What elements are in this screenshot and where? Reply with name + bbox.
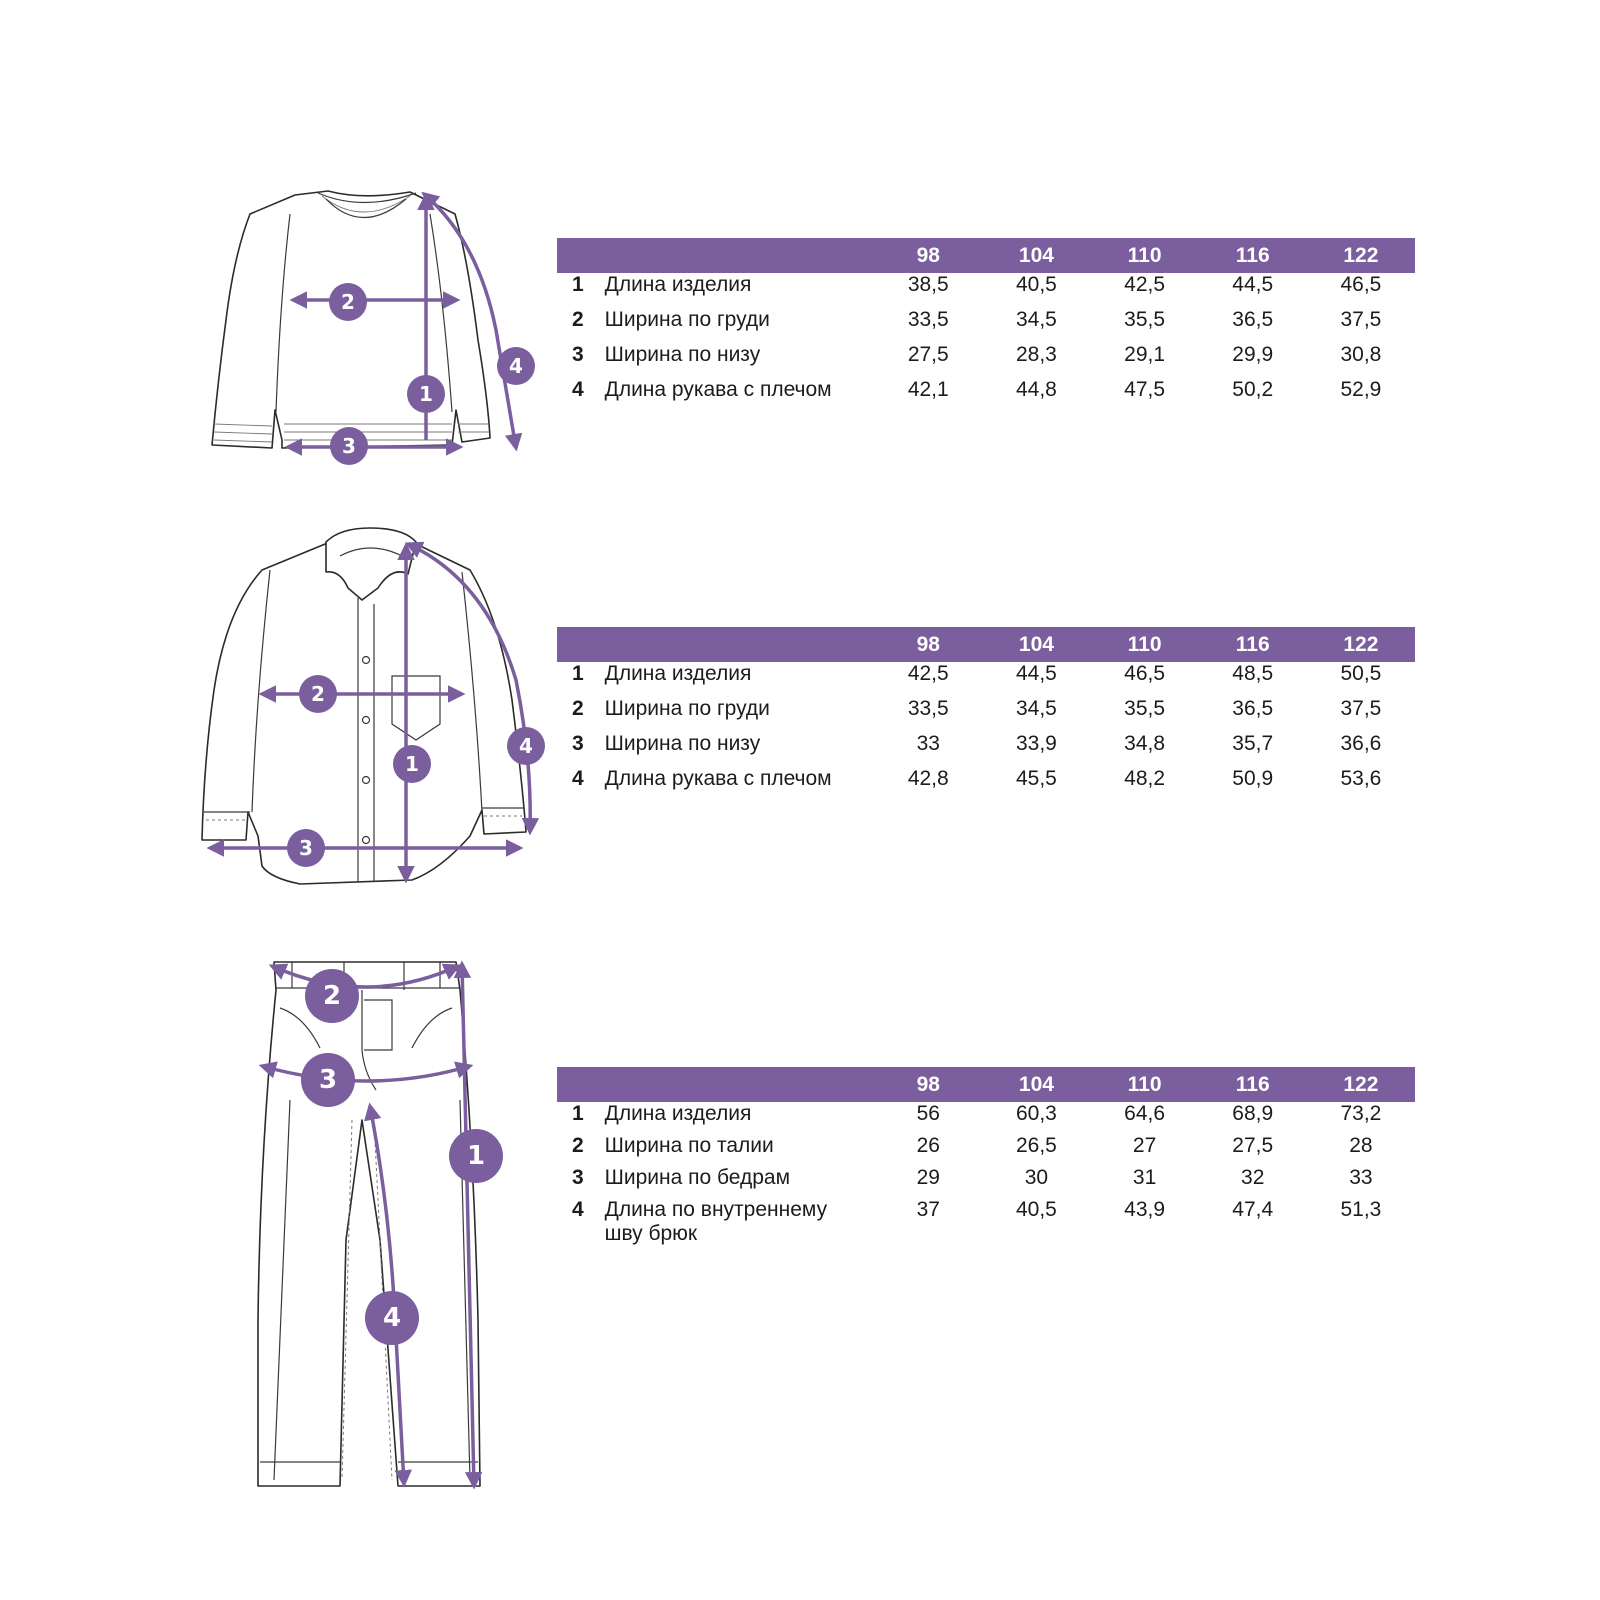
row-label: Ширина по талии xyxy=(604,1134,774,1157)
row-number: 4 xyxy=(571,1198,584,1221)
cell-value: 68,9 xyxy=(1232,1102,1274,1125)
size-header: 98 xyxy=(916,1072,940,1096)
cell-value: 30 xyxy=(1024,1166,1049,1189)
size-header: 110 xyxy=(1127,243,1162,267)
cell-value: 44,8 xyxy=(1015,378,1057,401)
svg-text:3: 3 xyxy=(299,836,313,860)
cell-value: 26 xyxy=(916,1134,940,1157)
size-header: 116 xyxy=(1235,632,1270,656)
row-number: 2 xyxy=(571,697,584,720)
size-header: 104 xyxy=(1018,243,1054,267)
svg-text:2: 2 xyxy=(341,290,355,314)
size-header: 110 xyxy=(1127,1072,1162,1096)
cell-value: 43,9 xyxy=(1124,1198,1166,1221)
svg-text:2: 2 xyxy=(322,981,342,1011)
size-header: 122 xyxy=(1343,632,1379,656)
row-label: Длина изделия xyxy=(604,273,752,296)
cell-value: 36,5 xyxy=(1232,308,1274,331)
table-row xyxy=(557,1166,1415,1198)
size-header: 116 xyxy=(1235,243,1270,267)
cell-value: 35,5 xyxy=(1124,308,1166,331)
cell-value: 37,5 xyxy=(1340,697,1382,720)
row-label: Ширина по низу xyxy=(604,732,761,755)
svg-text:4: 4 xyxy=(382,1303,402,1333)
cell-value: 34,5 xyxy=(1015,697,1057,720)
cell-value: 31 xyxy=(1132,1166,1157,1189)
cell-value: 27 xyxy=(1132,1134,1157,1157)
cell-value: 42,1 xyxy=(907,378,949,401)
svg-text:4: 4 xyxy=(519,734,533,758)
size-header-row xyxy=(557,627,1415,662)
svg-text:3: 3 xyxy=(318,1065,338,1095)
size-header: 122 xyxy=(1343,243,1379,267)
cell-value: 35,7 xyxy=(1232,732,1274,755)
size-header-row xyxy=(557,238,1415,273)
cell-value: 60,3 xyxy=(1015,1102,1057,1125)
cell-value: 30,8 xyxy=(1340,343,1382,366)
svg-text:2: 2 xyxy=(311,682,325,706)
table-row xyxy=(557,343,1415,378)
row-number: 4 xyxy=(571,767,584,790)
size-header: 110 xyxy=(1127,632,1162,656)
row-label: Ширина по низу xyxy=(604,343,761,366)
cell-value: 42,5 xyxy=(1124,273,1166,296)
size-header-row xyxy=(557,1067,1415,1102)
row-number: 4 xyxy=(571,378,584,401)
cell-value: 44,5 xyxy=(1232,273,1274,296)
measure-badge-3 xyxy=(301,1053,355,1107)
svg-text:1: 1 xyxy=(405,752,419,776)
size-table-pants xyxy=(557,1067,1415,1246)
size-header: 116 xyxy=(1235,1072,1270,1096)
cell-value: 73,2 xyxy=(1340,1102,1382,1125)
cell-value: 35,5 xyxy=(1124,697,1166,720)
cell-value: 37,5 xyxy=(1340,308,1382,331)
size-header: 98 xyxy=(916,632,940,656)
row-number: 2 xyxy=(571,308,584,331)
cell-value: 46,5 xyxy=(1340,273,1382,296)
cell-value: 27,5 xyxy=(907,343,949,366)
cell-value: 33,5 xyxy=(907,308,949,331)
cell-value: 33 xyxy=(1349,1166,1373,1189)
cell-value: 27,5 xyxy=(1232,1134,1274,1157)
size-header: 122 xyxy=(1343,1072,1379,1096)
row-number: 1 xyxy=(571,273,584,296)
table-row xyxy=(557,1198,1415,1246)
measure-badge-1 xyxy=(449,1129,503,1183)
row-label: Ширина по груди xyxy=(604,697,770,720)
cell-value: 48,5 xyxy=(1232,662,1274,685)
cell-value: 28 xyxy=(1349,1134,1373,1157)
cell-value: 50,2 xyxy=(1232,378,1274,401)
cell-value: 29 xyxy=(916,1166,940,1189)
pants-sketch-icon xyxy=(0,0,560,1520)
row-label: Ширина по груди xyxy=(604,308,770,331)
cell-value: 37 xyxy=(916,1198,940,1221)
table-row xyxy=(557,732,1415,767)
cell-value: 42,8 xyxy=(907,767,949,790)
cell-value: 40,5 xyxy=(1015,1198,1057,1221)
svg-text:4: 4 xyxy=(509,354,523,378)
svg-text:1: 1 xyxy=(466,1141,486,1171)
svg-text:1: 1 xyxy=(419,382,433,406)
cell-value: 34,5 xyxy=(1015,308,1057,331)
cell-value: 42,5 xyxy=(907,662,949,685)
cell-value: 56 xyxy=(916,1102,940,1125)
measure-badge-2 xyxy=(305,969,359,1023)
row-label: Длина изделия xyxy=(604,662,752,685)
row-number: 3 xyxy=(571,343,584,366)
cell-value: 33,5 xyxy=(907,697,949,720)
size-header: 104 xyxy=(1018,1072,1054,1096)
row-label: Длина рукава с плечом xyxy=(604,767,832,790)
cell-value: 40,5 xyxy=(1015,273,1057,296)
cell-value: 48,2 xyxy=(1124,767,1166,790)
row-label: Длина по внутреннему шву брюк xyxy=(604,1198,828,1245)
measure-badge-4 xyxy=(365,1291,419,1345)
row-number: 3 xyxy=(571,732,584,755)
cell-value: 64,6 xyxy=(1124,1102,1166,1125)
size-header: 104 xyxy=(1018,632,1054,656)
cell-value: 52,9 xyxy=(1340,378,1382,401)
row-number: 1 xyxy=(571,1102,584,1125)
cell-value: 46,5 xyxy=(1124,662,1166,685)
table-row xyxy=(557,1102,1415,1134)
row-number: 1 xyxy=(571,662,584,685)
table-row xyxy=(557,273,1415,308)
svg-text:3: 3 xyxy=(342,434,356,458)
cell-value: 50,9 xyxy=(1232,767,1274,790)
cell-value: 36,5 xyxy=(1232,697,1274,720)
size-header: 98 xyxy=(916,243,940,267)
cell-value: 53,6 xyxy=(1340,767,1382,790)
cell-value: 33 xyxy=(916,732,940,755)
cell-value: 26,5 xyxy=(1015,1134,1057,1157)
cell-value: 36,6 xyxy=(1340,732,1382,755)
cell-value: 29,1 xyxy=(1124,343,1166,366)
row-label: Длина изделия xyxy=(604,1102,752,1125)
cell-value: 33,9 xyxy=(1015,732,1057,755)
row-number: 2 xyxy=(571,1134,584,1157)
table-row xyxy=(557,662,1415,697)
cell-value: 38,5 xyxy=(907,273,949,296)
cell-value: 28,3 xyxy=(1015,343,1057,366)
cell-value: 44,5 xyxy=(1015,662,1057,685)
cell-value: 32 xyxy=(1241,1166,1265,1189)
cell-value: 50,5 xyxy=(1340,662,1382,685)
cell-value: 47,5 xyxy=(1124,378,1166,401)
size-table-shirt xyxy=(557,627,1415,802)
table-row xyxy=(557,308,1415,343)
cell-value: 29,9 xyxy=(1232,343,1274,366)
table-row xyxy=(557,378,1415,413)
cell-value: 47,4 xyxy=(1232,1198,1274,1221)
table-row xyxy=(557,697,1415,732)
table-row xyxy=(557,767,1415,802)
row-label: Длина рукава с плечом xyxy=(604,378,832,401)
cell-value: 45,5 xyxy=(1015,767,1057,790)
row-label: Ширина по бедрам xyxy=(604,1166,791,1189)
cell-value: 34,8 xyxy=(1124,732,1166,755)
table-row xyxy=(557,1134,1415,1166)
row-number: 3 xyxy=(571,1166,584,1189)
cell-value: 51,3 xyxy=(1340,1198,1382,1221)
size-table-sweater xyxy=(557,238,1415,413)
